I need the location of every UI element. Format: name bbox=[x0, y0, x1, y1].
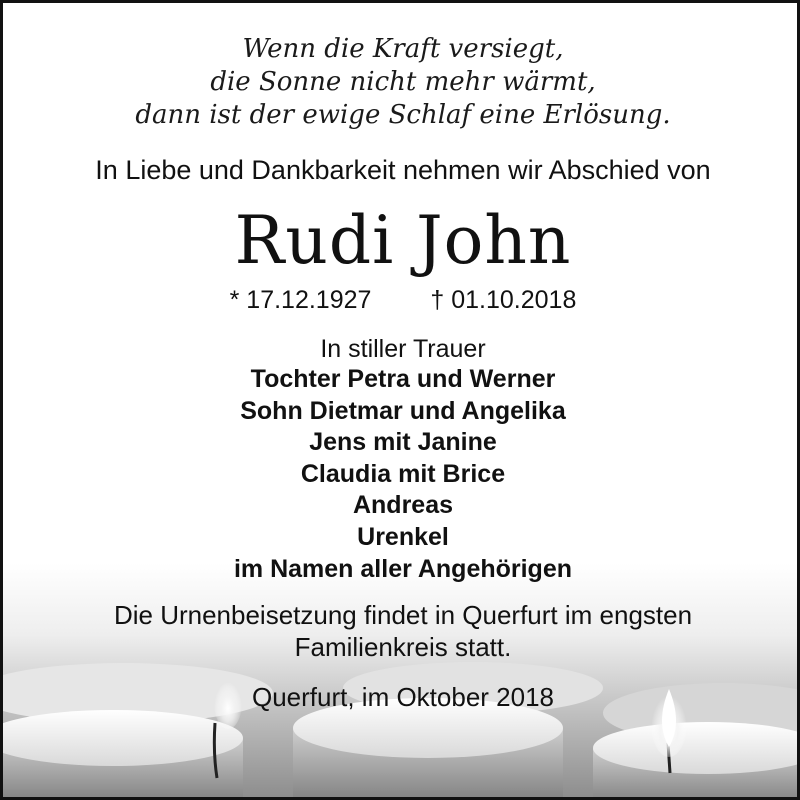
burial-note-line: Die Urnenbeisetzung findet in Querfurt im engsten bbox=[113, 600, 693, 630]
life-dates bbox=[3, 284, 800, 316]
poem bbox=[3, 33, 800, 132]
death-date: † 01.10.2018 bbox=[430, 286, 577, 314]
mourner-item: Jens mit Janine bbox=[309, 428, 497, 457]
place-and-date: Querfurt, im Oktober 2018 bbox=[251, 682, 555, 712]
birth-date: * 17.12.1927 bbox=[229, 286, 372, 314]
burial-note-line: Familienkreis statt. bbox=[294, 632, 512, 662]
farewell-intro: In Liebe und Dankbarkeit nehmen wir Abschied von bbox=[95, 155, 711, 185]
mourners-list bbox=[3, 364, 800, 585]
poem-line: Wenn die Kraft versiegt, bbox=[242, 34, 564, 64]
mourner-item: Andreas bbox=[352, 491, 454, 520]
mourner-item: Urenkel bbox=[357, 522, 449, 551]
mourner-item: im Namen aller Angehörigen bbox=[233, 554, 573, 583]
mourner-item: Tochter Petra und Werner bbox=[250, 365, 556, 393]
burial-note bbox=[3, 599, 800, 663]
poem-line: die Sonne nicht mehr wärmt, bbox=[210, 67, 596, 97]
poem-line: dann ist der ewige Schlaf eine Erlösung. bbox=[135, 100, 671, 130]
mourner-item: Sohn Dietmar und Angelika bbox=[240, 396, 566, 425]
deceased-name: Rudi John bbox=[234, 202, 572, 279]
mourner-item: Claudia mit Brice bbox=[300, 459, 506, 488]
mourning-intro: In stiller Trauer bbox=[320, 335, 486, 363]
